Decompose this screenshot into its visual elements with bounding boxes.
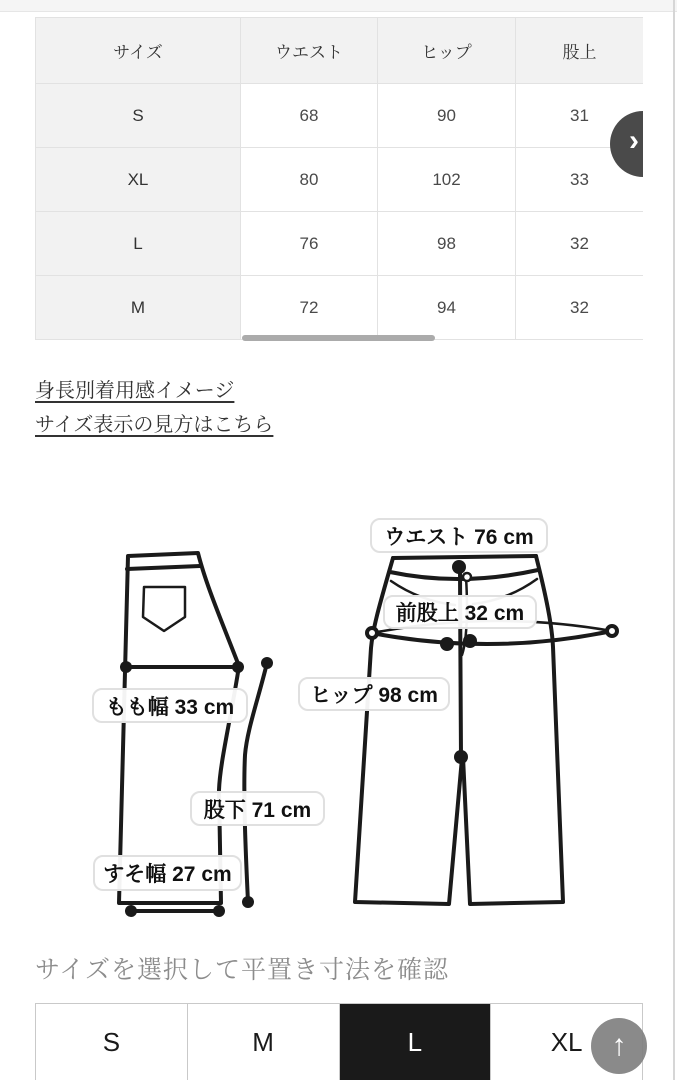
cell-hip: 94 <box>378 276 516 340</box>
table-horizontal-scrollbar[interactable] <box>242 335 435 341</box>
label-inseam: 股下 71 cm <box>190 791 325 826</box>
size-option-s[interactable]: S <box>36 1004 188 1080</box>
hip-fly-dot-right <box>463 634 477 648</box>
row-size-label: S <box>36 84 241 148</box>
thigh-dot-right <box>232 661 244 673</box>
hem-dot-right <box>213 905 225 917</box>
label-hem-width: すそ幅 27 cm <box>93 855 242 891</box>
crotch-dot <box>454 750 468 764</box>
hip-tape-ring-right <box>607 626 617 636</box>
col-header-size: サイズ <box>36 18 241 84</box>
size-help-links <box>35 374 273 442</box>
table-row <box>36 276 644 340</box>
label-hip: ヒップ 98 cm <box>298 677 450 711</box>
front-view-waistband-curve <box>390 570 538 579</box>
hip-tape-lower-arc <box>372 631 612 644</box>
arrow-up-icon: ↑ <box>611 1029 627 1062</box>
cell-rise: 31 <box>516 84 644 148</box>
row-size-label: XL <box>36 148 241 212</box>
col-header-waist: ウエスト <box>241 18 378 84</box>
hip-tape-ring-left <box>367 628 377 638</box>
cell-rise: 33 <box>516 148 644 212</box>
size-option-m[interactable]: M <box>188 1004 340 1080</box>
row-size-label: M <box>36 276 241 340</box>
front-view-waist-top <box>393 556 536 558</box>
row-size-label: L <box>36 212 241 276</box>
link-how-to-read-sizes[interactable]: サイズ表示の見方はこちら <box>35 414 274 436</box>
label-thigh-width: もも幅 33 cm <box>92 688 248 723</box>
buttonhole-ring <box>463 573 471 581</box>
hem-dot-left <box>125 905 137 917</box>
size-table <box>35 17 643 340</box>
cell-waist: 72 <box>241 276 378 340</box>
table-row <box>36 84 644 148</box>
cell-waist: 68 <box>241 84 378 148</box>
col-header-rise: 股上 <box>516 18 644 84</box>
cell-hip: 90 <box>378 84 516 148</box>
cell-waist: 80 <box>241 148 378 212</box>
size-option-xl[interactable]: XL <box>550 1026 583 1057</box>
table-header-row <box>36 18 644 84</box>
size-option-l[interactable]: L <box>340 1004 492 1080</box>
page-right-rule <box>673 0 675 1080</box>
side-view-waistband-line <box>127 566 200 569</box>
table-row <box>36 148 644 212</box>
size-table-scroll-area[interactable] <box>35 17 643 341</box>
cell-hip: 102 <box>378 148 516 212</box>
hip-fly-dot-left <box>440 637 454 651</box>
previous-section-edge <box>0 0 677 12</box>
cell-rise: 32 <box>516 212 644 276</box>
back-to-top-button[interactable] <box>591 1018 647 1074</box>
inseam-dot-bottom <box>242 896 254 908</box>
link-fit-by-height[interactable]: 身長別着用感イメージ <box>35 380 235 402</box>
thigh-dot-left <box>120 661 132 673</box>
cell-rise: 32 <box>516 276 644 340</box>
back-pocket-shape <box>143 587 185 631</box>
waist-button-dot <box>452 560 466 574</box>
inseam-dot-top <box>261 657 273 669</box>
flat-measurement-heading: サイズを選択して平置き寸法を確認 <box>35 956 450 984</box>
table-row <box>36 212 644 276</box>
side-view-pant-outline <box>119 553 239 903</box>
label-front-rise: 前股上 32 cm <box>383 595 537 629</box>
cell-waist: 76 <box>241 212 378 276</box>
size-selector <box>35 1003 643 1080</box>
cell-hip: 98 <box>378 212 516 276</box>
chevron-right-icon: › <box>629 124 639 157</box>
label-waist: ウエスト 76 cm <box>370 518 548 553</box>
col-header-hip: ヒップ <box>378 18 516 84</box>
